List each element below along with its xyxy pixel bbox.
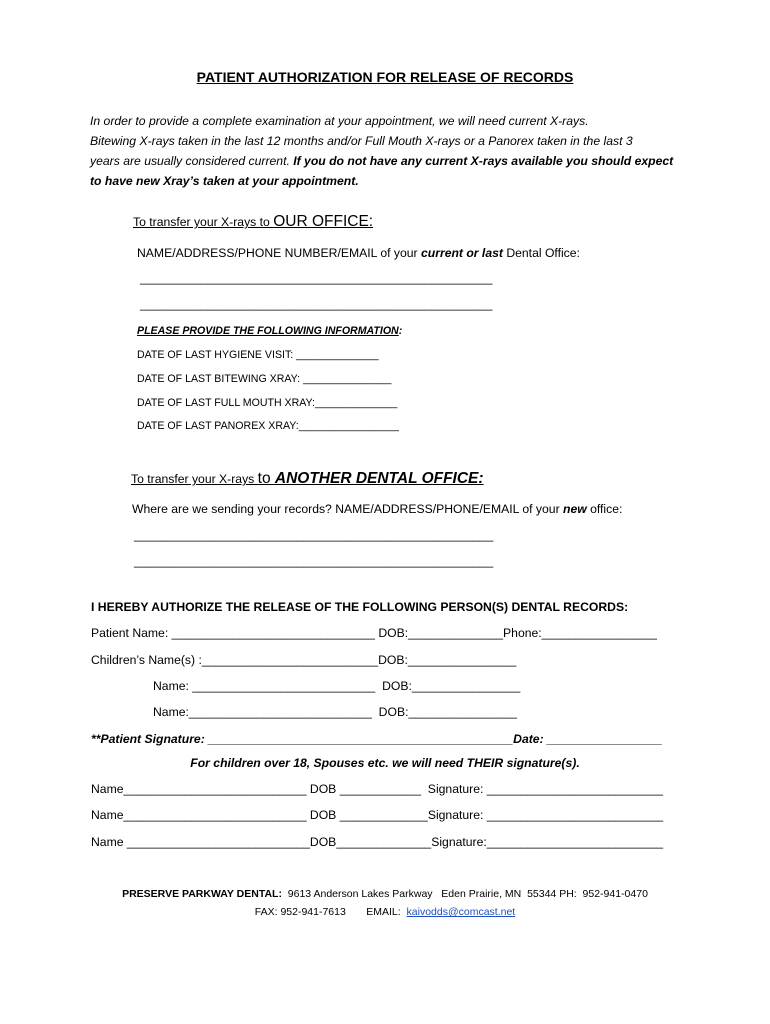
our-office-heading: To transfer your X-rays to OUR OFFICE:: [133, 213, 374, 230]
footer-fax-email: FAX: 952-941-7613 EMAIL: kaivodds@comcast.net: [254, 906, 516, 918]
new-office-blank-2[interactable]: _____________________________________________________: [134, 554, 494, 568]
page-title: PATIENT AUTHORIZATION FOR RELEASE OF RECORDS: [196, 69, 574, 85]
current-office-blank-1[interactable]: ____________________________________________________: [140, 271, 493, 285]
new-office-blank-1[interactable]: _____________________________________________________: [134, 528, 494, 542]
authorization-heading: I HEREBY AUTHORIZE THE RELEASE OF THE FOLLOWING PERSON(S) DENTAL RECORDS:: [91, 600, 629, 614]
new-office-request: Where are we sending your records? NAME/ADDRESS/PHONE/EMAIL of your new office:: [132, 502, 623, 516]
email-link[interactable]: kaivodds@comcast.net: [406, 906, 516, 918]
children-names-row[interactable]: Children’s Name(s) :__________________________DOB:________________: [91, 653, 517, 667]
child-name-row[interactable]: Name:___________________________ DOB:________________: [153, 705, 517, 719]
child-name-row[interactable]: Name: ___________________________ DOB:________________: [153, 679, 521, 693]
signature-row[interactable]: Name___________________________ DOB _____________Signature: __________________________: [91, 808, 663, 822]
last-bitewing-field[interactable]: DATE OF LAST BITEWING XRAY: _______________: [137, 373, 392, 385]
intro-line: years are usually considered current. If you do not have any current X-rays available you should expect: [90, 154, 674, 168]
current-office-request: NAME/ADDRESS/PHONE NUMBER/EMAIL of your current or last Dental Office:: [137, 246, 580, 260]
patient-name-row[interactable]: Patient Name: ______________________________ DOB:______________Phone:_________________: [91, 626, 657, 640]
intro-line: Bitewing X-rays taken in the last 12 months and/or Full Mouth X-rays or a Panorex taken in the last 3: [90, 134, 633, 148]
footer-contact: PRESERVE PARKWAY DENTAL: 9613 Anderson Lakes Parkway Eden Prairie, MN 55344 PH: 952-941-0470: [122, 888, 648, 900]
over-18-notice: For children over 18, Spouses etc. we will need THEIR signature(s).: [190, 756, 580, 770]
intro-line: to have new Xray’s taken at your appointment.: [90, 174, 359, 188]
another-office-heading: To transfer your X-rays to ANOTHER DENTAL OFFICE:: [131, 470, 484, 487]
signature-row[interactable]: Name ___________________________DOB______________Signature:__________________________: [91, 835, 663, 849]
last-panorex-field[interactable]: DATE OF LAST PANOREX XRAY:_________________: [137, 420, 399, 432]
last-full-mouth-field[interactable]: DATE OF LAST FULL MOUTH XRAY:______________: [137, 397, 398, 409]
intro-line: In order to provide a complete examination at your appointment, we will need current X-rays.: [90, 114, 589, 128]
last-hygiene-field[interactable]: DATE OF LAST HYGIENE VISIT: ______________: [137, 349, 379, 361]
practice-name: PRESERVE PARKWAY DENTAL:: [122, 888, 282, 900]
patient-signature-row[interactable]: **Patient Signature: _____________________________________________Date: _________________: [91, 732, 663, 746]
signature-row[interactable]: Name___________________________ DOB ____________ Signature: __________________________: [91, 782, 663, 796]
current-office-blank-2[interactable]: ____________________________________________________: [140, 297, 493, 311]
info-heading: PLEASE PROVIDE THE FOLLOWING INFORMATION:: [137, 325, 403, 337]
